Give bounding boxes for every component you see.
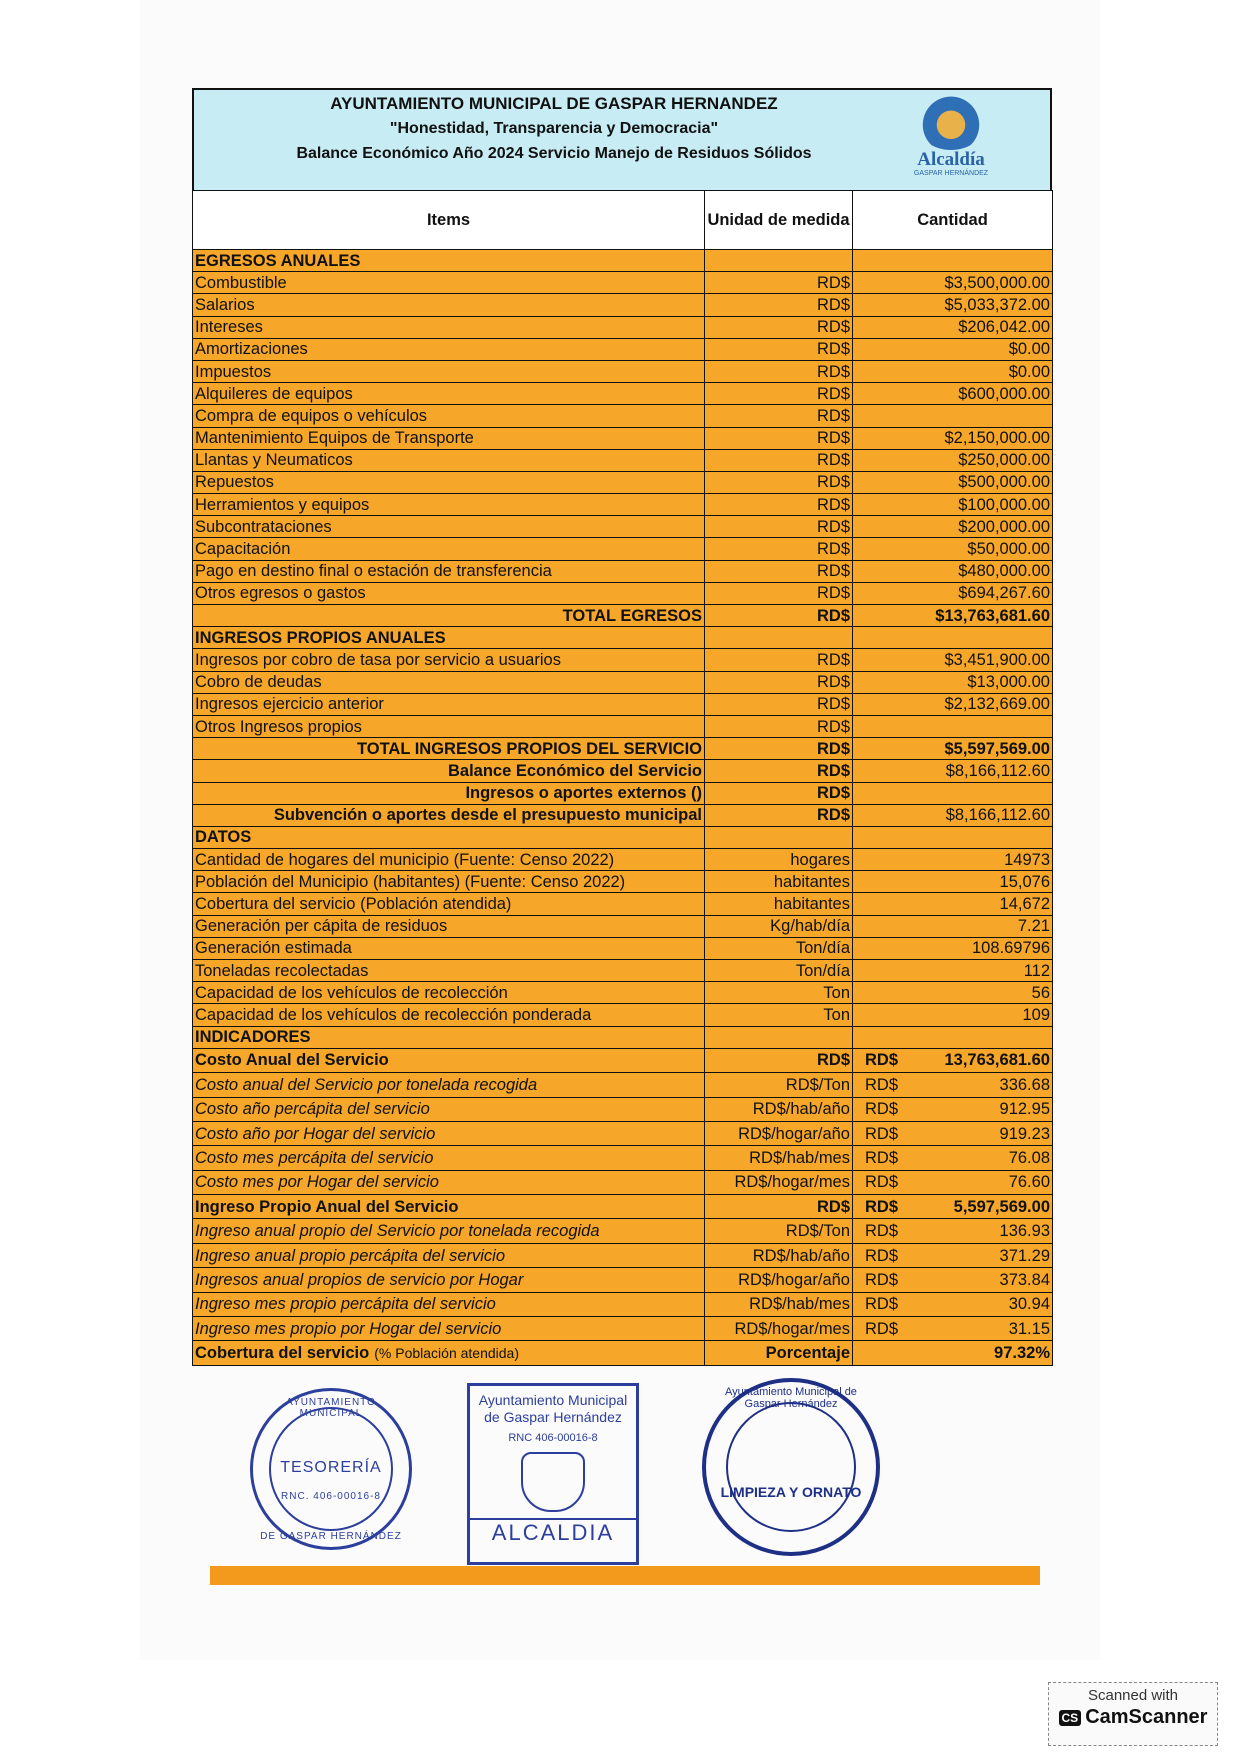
- indicator-label: Costo anual del Servicio por tonelada recogida: [193, 1073, 705, 1097]
- item-label: Subcontrataciones: [193, 516, 705, 538]
- unit-cell: RD$: [705, 516, 853, 538]
- item-label: Ingresos por cobro de tasa por servicio a usuarios: [193, 649, 705, 671]
- item-label: Compra de equipos o vehículos: [193, 405, 705, 427]
- alcaldia-stamp: [467, 1383, 639, 1565]
- currency-prefix: RD$: [865, 1197, 899, 1216]
- item-label: Generación estimada: [193, 937, 705, 959]
- currency-prefix: RD$: [865, 1222, 899, 1241]
- unit-cell: [705, 1026, 853, 1048]
- unit-cell: RD$/hogar/año: [705, 1121, 853, 1145]
- table-row: [193, 693, 1053, 715]
- currency-prefix: RD$: [865, 1075, 899, 1094]
- unit-cell: RD$/hab/año: [705, 1243, 853, 1267]
- total-value: $5,597,569.00: [853, 738, 1053, 760]
- indicator-row: [193, 1292, 1053, 1316]
- indicator-row: [193, 1243, 1053, 1267]
- section-header-row: [193, 826, 1053, 848]
- value-cell: 14,672: [853, 893, 1053, 915]
- indicator-label: Costo mes percápita del servicio: [193, 1146, 705, 1170]
- table-row: [193, 449, 1053, 471]
- indicator-value: [853, 1048, 1053, 1072]
- coverage-label: [193, 1341, 705, 1365]
- indicator-value: [853, 1195, 1053, 1219]
- total-value: $8,166,112.60: [853, 760, 1053, 782]
- unit-cell: habitantes: [705, 871, 853, 893]
- table-row: [193, 427, 1053, 449]
- unit-cell: Porcentaje: [705, 1341, 853, 1365]
- total-value: [853, 782, 1053, 804]
- value-cell: 15,076: [853, 871, 1053, 893]
- value-cell: $3,500,000.00: [853, 272, 1053, 294]
- indicator-label: Ingreso Propio Anual del Servicio: [193, 1195, 705, 1219]
- table-row: [193, 960, 1053, 982]
- stamp-center: TESORERÍA: [280, 1459, 382, 1476]
- table-row: [193, 494, 1053, 516]
- total-row: [193, 804, 1053, 826]
- table-row: [193, 893, 1053, 915]
- value-cell: [853, 627, 1053, 649]
- total-row: [193, 760, 1053, 782]
- unit-cell: RD$: [705, 272, 853, 294]
- value-cell: [853, 826, 1053, 848]
- value-cell: [853, 405, 1053, 427]
- unit-cell: Ton/día: [705, 960, 853, 982]
- unit-cell: RD$/hab/mes: [705, 1292, 853, 1316]
- item-label: Llantas y Neumaticos: [193, 449, 705, 471]
- table-row: [193, 405, 1053, 427]
- item-label: Generación per cápita de residuos: [193, 915, 705, 937]
- limpieza-stamp: [702, 1378, 880, 1556]
- item-label: Cantidad de hogares del municipio (Fuente: Censo 2022): [193, 849, 705, 871]
- table-row: [193, 982, 1053, 1004]
- unit-cell: RD$: [705, 338, 853, 360]
- section-title: DATOS: [193, 826, 705, 848]
- table-row: [193, 849, 1053, 871]
- section-header-row: [193, 250, 1053, 272]
- amount: 13,763,681.60: [944, 1051, 1050, 1070]
- value-cell: $0.00: [853, 338, 1053, 360]
- stamp-rnc: RNC 406-00016-8: [508, 1432, 598, 1444]
- table-row: [193, 272, 1053, 294]
- currency-prefix: RD$: [865, 1124, 899, 1143]
- indicator-label: Ingreso anual propio percápita del servicio: [193, 1243, 705, 1267]
- value-cell: $500,000.00: [853, 471, 1053, 493]
- table-row: [193, 649, 1053, 671]
- table-row: [193, 1004, 1053, 1026]
- unit-cell: RD$: [705, 649, 853, 671]
- stamp-rnc: RNC. 406-00016-8: [281, 1491, 381, 1502]
- indicator-value: [853, 1219, 1053, 1243]
- table-row: [193, 538, 1053, 560]
- currency-prefix: RD$: [865, 1100, 899, 1119]
- unit-cell: [705, 627, 853, 649]
- indicator-row: [193, 1268, 1053, 1292]
- table-row: [193, 471, 1053, 493]
- table-row: [193, 516, 1053, 538]
- tesoreria-stamp: [250, 1388, 412, 1550]
- unit-cell: Kg/hab/día: [705, 915, 853, 937]
- value-cell: $13,000.00: [853, 671, 1053, 693]
- watermark-line2: CS CamScanner: [1049, 1706, 1217, 1729]
- unit-cell: RD$: [705, 449, 853, 471]
- value-cell: $2,150,000.00: [853, 427, 1053, 449]
- unit-cell: RD$: [705, 383, 853, 405]
- stamp-ring-text: Ayuntamiento Municipal de Gaspar Hernández: [725, 1386, 857, 1410]
- total-label: Subvención o aportes desde el presupuesto municipal: [193, 804, 705, 826]
- indicator-row: [193, 1097, 1053, 1121]
- coverage-title: Cobertura del servicio: [195, 1344, 370, 1363]
- unit-cell: RD$/hogar/mes: [705, 1170, 853, 1194]
- item-label: Impuestos: [193, 360, 705, 382]
- unit-cell: RD$: [705, 405, 853, 427]
- value-cell: $5,033,372.00: [853, 294, 1053, 316]
- table-row: [193, 360, 1053, 382]
- table-header-row: [193, 191, 1053, 250]
- unit-cell: RD$: [705, 605, 853, 627]
- camscanner-icon: CS: [1059, 1710, 1082, 1726]
- logo-text: Alcaldía: [917, 149, 985, 170]
- value-cell: $480,000.00: [853, 560, 1053, 582]
- table-row: [193, 294, 1053, 316]
- currency-prefix: RD$: [865, 1149, 899, 1167]
- unit-cell: RD$: [705, 294, 853, 316]
- amount: 373.84: [999, 1270, 1050, 1289]
- unit-cell: RD$: [705, 671, 853, 693]
- value-cell: $100,000.00: [853, 494, 1053, 516]
- value-cell: [853, 250, 1053, 272]
- unit-cell: RD$: [705, 715, 853, 737]
- section-title: INDICADORES: [193, 1026, 705, 1048]
- unit-cell: RD$: [705, 494, 853, 516]
- table-row: [193, 582, 1053, 604]
- stamp-center: LIMPIEZA Y ORNATO: [720, 1484, 862, 1500]
- col-header-items: Items: [193, 191, 705, 250]
- stamp-footer: ALCALDIA: [470, 1518, 636, 1546]
- value-cell: $3,451,900.00: [853, 649, 1053, 671]
- item-label: Alquileres de equipos: [193, 383, 705, 405]
- indicator-label: Ingresos anual propios de servicio por Hogar: [193, 1268, 705, 1292]
- item-label: Intereses: [193, 316, 705, 338]
- unit-cell: Ton: [705, 982, 853, 1004]
- item-label: Ingresos ejercicio anterior: [193, 693, 705, 715]
- indicator-label: Ingreso anual propio del Servicio por tonelada recogida: [193, 1219, 705, 1243]
- indicator-row: [193, 1195, 1053, 1219]
- section-title: INGRESOS PROPIOS ANUALES: [193, 627, 705, 649]
- unit-cell: [705, 826, 853, 848]
- unit-cell: RD$/hab/año: [705, 1097, 853, 1121]
- table-row: [193, 671, 1053, 693]
- amount: 136.93: [999, 1222, 1050, 1241]
- coat-of-arms-icon: [521, 1452, 585, 1512]
- indicator-row: [193, 1317, 1053, 1341]
- indicator-row: [193, 1146, 1053, 1170]
- indicator-label: Costo año por Hogar del servicio: [193, 1121, 705, 1145]
- section-header-row: [193, 627, 1053, 649]
- item-label: Mantenimiento Equipos de Transporte: [193, 427, 705, 449]
- table-row: [193, 871, 1053, 893]
- indicator-value: [853, 1268, 1053, 1292]
- logo-subtext: GASPAR HERNÁNDEZ: [913, 170, 989, 177]
- currency-prefix: RD$: [865, 1173, 899, 1192]
- unit-cell: RD$: [705, 804, 853, 826]
- indicator-value: [853, 1170, 1053, 1194]
- coverage-value: 97.32%: [853, 1341, 1053, 1365]
- table-row: [193, 316, 1053, 338]
- indicator-label: Ingreso mes propio por Hogar del servicio: [193, 1317, 705, 1341]
- indicator-value: [853, 1121, 1053, 1145]
- currency-prefix: RD$: [865, 1319, 899, 1338]
- section-title: EGRESOS ANUALES: [193, 250, 705, 272]
- total-value: $8,166,112.60: [853, 804, 1053, 826]
- municipality-title: AYUNTAMIENTO MUNICIPAL DE GASPAR HERNANDEZ: [330, 94, 778, 113]
- value-cell: $694,267.60: [853, 582, 1053, 604]
- unit-cell: RD$: [705, 760, 853, 782]
- table-row: [193, 560, 1053, 582]
- col-header-unit: Unidad de medida: [705, 191, 853, 250]
- currency-prefix: RD$: [865, 1295, 899, 1314]
- total-label: TOTAL INGRESOS PROPIOS DEL SERVICIO: [193, 738, 705, 760]
- indicator-value: [853, 1073, 1053, 1097]
- item-label: Pago en destino final o estación de transferencia: [193, 560, 705, 582]
- value-cell: 109: [853, 1004, 1053, 1026]
- item-label: Cobertura del servicio (Población atendida): [193, 893, 705, 915]
- item-label: Herramientos y equipos: [193, 494, 705, 516]
- table-row: [193, 383, 1053, 405]
- motto: "Honestidad, Transparencia y Democracia": [389, 120, 719, 137]
- unit-cell: RD$/hab/mes: [705, 1146, 853, 1170]
- item-label: Salarios: [193, 294, 705, 316]
- amount: 912.95: [999, 1100, 1050, 1119]
- unit-cell: RD$: [705, 427, 853, 449]
- amount: 919.23: [999, 1124, 1050, 1143]
- indicator-label: Costo mes por Hogar del servicio: [193, 1170, 705, 1194]
- item-label: Toneladas recolectadas: [193, 960, 705, 982]
- value-cell: $600,000.00: [853, 383, 1053, 405]
- unit-cell: RD$: [705, 360, 853, 382]
- col-header-qty: Cantidad: [853, 191, 1053, 250]
- unit-cell: RD$: [705, 560, 853, 582]
- indicator-row: [193, 1219, 1053, 1243]
- table-body: [193, 250, 1053, 1366]
- value-cell: 7.21: [853, 915, 1053, 937]
- stamp-line1: Ayuntamiento Municipal: [478, 1392, 628, 1408]
- alcaldia-logo: [896, 94, 1006, 184]
- unit-cell: Ton/día: [705, 937, 853, 959]
- camscanner-watermark: [1048, 1682, 1218, 1746]
- unit-cell: hogares: [705, 849, 853, 871]
- unit-cell: RD$: [705, 582, 853, 604]
- value-cell: $250,000.00: [853, 449, 1053, 471]
- item-label: Otros Ingresos propios: [193, 715, 705, 737]
- unit-cell: RD$: [705, 316, 853, 338]
- stamp-ring-bottom: DE GASPAR HERNÁNDEZ: [260, 1531, 402, 1542]
- indicator-value: [853, 1146, 1053, 1170]
- indicator-label: Costo año percápita del servicio: [193, 1097, 705, 1121]
- unit-cell: RD$: [705, 471, 853, 493]
- value-cell: 112: [853, 960, 1053, 982]
- emblem-icon: [916, 94, 986, 150]
- value-cell: $50,000.00: [853, 538, 1053, 560]
- amount: 76.60: [1008, 1173, 1050, 1192]
- unit-cell: RD$/hogar/mes: [705, 1317, 853, 1341]
- unit-cell: RD$: [705, 738, 853, 760]
- total-label: Ingresos o aportes externos (): [193, 782, 705, 804]
- indicator-value: [853, 1317, 1053, 1341]
- table-row: [193, 338, 1053, 360]
- unit-cell: RD$: [705, 1048, 853, 1072]
- indicator-row: [193, 1170, 1053, 1194]
- indicator-value: [853, 1292, 1053, 1316]
- indicator-value: [853, 1243, 1053, 1267]
- balance-table: [192, 190, 1053, 1366]
- unit-cell: [705, 250, 853, 272]
- currency-prefix: RD$: [865, 1246, 899, 1265]
- amount: 30.94: [1008, 1295, 1050, 1314]
- unit-cell: RD$/Ton: [705, 1219, 853, 1243]
- stamp-line2: de Gaspar Hernández: [484, 1409, 622, 1425]
- unit-cell: RD$: [705, 538, 853, 560]
- unit-cell: Ton: [705, 1004, 853, 1026]
- value-cell: $0.00: [853, 360, 1053, 382]
- item-label: Repuestos: [193, 471, 705, 493]
- currency-prefix: RD$: [865, 1051, 899, 1070]
- indicator-row: [193, 1073, 1053, 1097]
- item-label: Otros egresos o gastos: [193, 582, 705, 604]
- value-cell: $200,000.00: [853, 516, 1053, 538]
- report-subtitle: Balance Económico Año 2024 Servicio Manejo de Residuos Sólidos: [296, 145, 812, 162]
- total-label: TOTAL EGRESOS: [193, 605, 705, 627]
- value-cell: [853, 1026, 1053, 1048]
- watermark-line1: Scanned with: [1087, 1687, 1179, 1704]
- item-label: Amortizaciones: [193, 338, 705, 360]
- indicator-row: [193, 1121, 1053, 1145]
- value-cell: 14973: [853, 849, 1053, 871]
- total-label: Balance Económico del Servicio: [193, 760, 705, 782]
- unit-cell: RD$: [705, 1195, 853, 1219]
- unit-cell: RD$: [705, 782, 853, 804]
- stamps-area: [240, 1378, 1060, 1568]
- item-label: Capacitación: [193, 538, 705, 560]
- total-value: $13,763,681.60: [853, 605, 1053, 627]
- total-row: [193, 738, 1053, 760]
- item-label: Población del Municipio (habitantes) (Fuente: Censo 2022): [193, 871, 705, 893]
- total-row: [193, 605, 1053, 627]
- coverage-note: (% Población atendida): [374, 1345, 519, 1362]
- amount: 76.08: [1008, 1149, 1050, 1167]
- indicator-value: [853, 1097, 1053, 1121]
- balance-sheet: [192, 88, 1052, 1366]
- unit-cell: RD$/hogar/año: [705, 1268, 853, 1292]
- value-cell: [853, 715, 1053, 737]
- currency-prefix: RD$: [865, 1270, 899, 1289]
- value-cell: $2,132,669.00: [853, 693, 1053, 715]
- coverage-row: [193, 1341, 1053, 1365]
- item-label: Cobro de deudas: [193, 671, 705, 693]
- value-cell: 56: [853, 982, 1053, 1004]
- table-row: [193, 937, 1053, 959]
- table-row: [193, 715, 1053, 737]
- item-label: Capacidad de los vehículos de recolección ponderada: [193, 1004, 705, 1026]
- orange-footer-bar: [210, 1566, 1040, 1585]
- table-row: [193, 915, 1053, 937]
- amount: 336.68: [999, 1075, 1050, 1094]
- indicator-label: Ingreso mes propio percápita del servicio: [193, 1292, 705, 1316]
- sheet-header: [192, 88, 1052, 190]
- value-cell: 108.69796: [853, 937, 1053, 959]
- indicators-header-row: [193, 1026, 1053, 1048]
- value-cell: $206,042.00: [853, 316, 1053, 338]
- indicator-label: Costo Anual del Servicio: [193, 1048, 705, 1072]
- unit-cell: RD$: [705, 693, 853, 715]
- item-label: Capacidad de los vehículos de recolección: [193, 982, 705, 1004]
- stamp-ring-top: AYUNTAMIENTO MUNICIPAL: [286, 1397, 376, 1419]
- item-label: Combustible: [193, 272, 705, 294]
- unit-cell: habitantes: [705, 893, 853, 915]
- amount: 5,597,569.00: [953, 1197, 1050, 1216]
- indicator-row: [193, 1048, 1053, 1072]
- amount: 371.29: [999, 1246, 1050, 1265]
- total-row: [193, 782, 1053, 804]
- amount: 31.15: [1008, 1319, 1050, 1338]
- unit-cell: RD$/Ton: [705, 1073, 853, 1097]
